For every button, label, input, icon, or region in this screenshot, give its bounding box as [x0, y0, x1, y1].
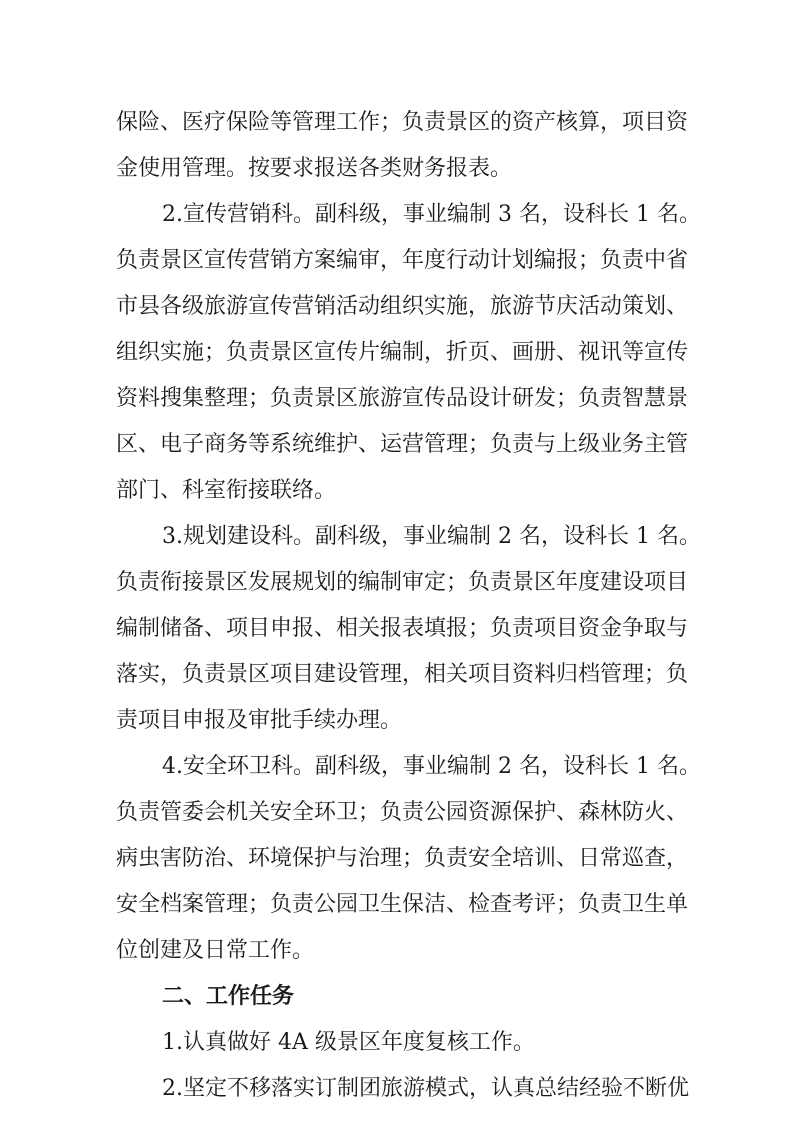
- section-title-planning: 3.规划建设科。副科级，事业编制 2 名，设科长 1 名。: [162, 524, 701, 549]
- text-line: 位创建及日常工作。: [116, 938, 315, 963]
- text-line: 区、电子商务等系统维护、运营管理；负责与上级业务主管: [116, 432, 689, 457]
- text-line: 落实，负责景区项目建设管理，相关项目资料归档管理；负: [116, 662, 689, 687]
- section-title-propaganda: 2.宣传营销科。副科级，事业编制 3 名，设科长 1 名。: [162, 202, 701, 227]
- text-line: 负责衔接景区发展规划的编制审定；负责景区年度建设项目: [116, 570, 689, 595]
- text-line: 病虫害防治、环境保护与治理；负责安全培训、日常巡查，: [116, 846, 689, 871]
- text-line: 2.坚定不移落实订制团旅游模式，认真总结经验不断优: [162, 1076, 689, 1101]
- text-line: 负责管委会机关安全环卫；负责公园资源保护、森林防火、: [116, 800, 689, 825]
- text-line: 资料搜集整理；负责景区旅游宣传品设计研发；负责智慧景: [116, 386, 689, 411]
- text-line: 部门、科室衔接联络。: [116, 478, 337, 503]
- text-line: 组织实施；负责景区宣传片编制，折页、画册、视讯等宣传: [116, 340, 689, 365]
- text-line: 负责景区宣传营销方案编审，年度行动计划编报；负责中省: [116, 248, 689, 273]
- section-title-safety: 4.安全环卫科。副科级，事业编制 2 名，设科长 1 名。: [162, 754, 701, 779]
- section-heading-work-tasks: 二、工作任务: [162, 984, 295, 1009]
- text-line: 市县各级旅游宣传营销活动组织实施，旅游节庆活动策划、: [116, 294, 689, 319]
- text-line: 保险、医疗保险等管理工作；负责景区的资产核算，项目资: [116, 110, 689, 135]
- text-line: 安全档案管理；负责公园卫生保洁、检查考评；负责卫生单: [116, 892, 689, 917]
- text-line: 责项目申报及审批手续办理。: [116, 708, 403, 733]
- text-line: 金使用管理。按要求报送各类财务报表。: [116, 156, 513, 181]
- text-line: 1.认真做好 4A 级景区年度复核工作。: [162, 1030, 535, 1055]
- text-line: 编制储备、项目申报、相关报表填报；负责项目资金争取与: [116, 616, 689, 641]
